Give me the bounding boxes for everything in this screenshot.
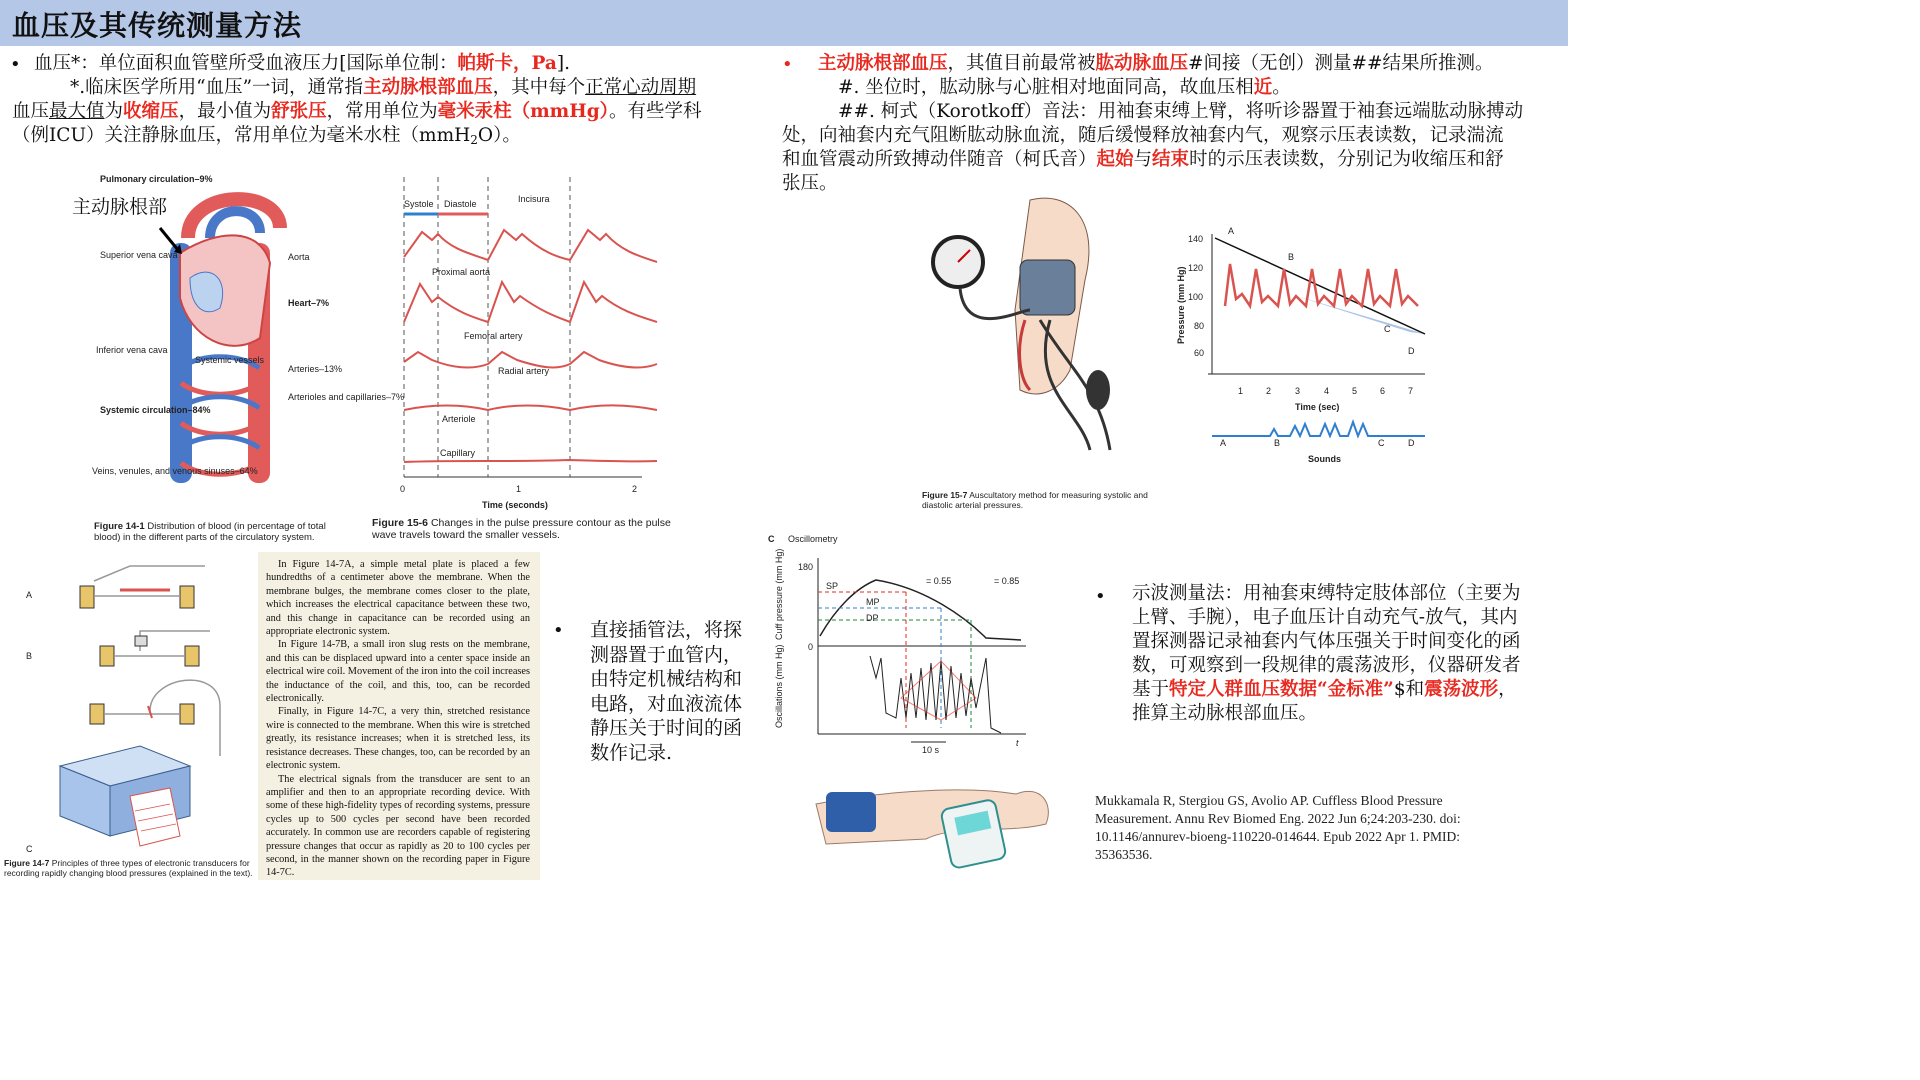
fig5-ylabel-bottom: Oscillations (mm Hg) (774, 644, 784, 728)
fig3-xtick: 1 (1238, 386, 1244, 396)
bullet: • (782, 54, 793, 75)
book-excerpt (258, 552, 540, 880)
auscultation-illustration (920, 190, 1170, 475)
fig3-xtick: 3 (1295, 386, 1301, 396)
fig5-ytick: 180 (798, 562, 814, 572)
fig1-label: Heart–7% (288, 298, 330, 308)
fig2-xlabel: Time (seconds) (482, 500, 548, 510)
fig2-tick: 0 (400, 484, 406, 494)
fig3-ytick: 140 (1188, 234, 1204, 244)
bullet: • (10, 54, 21, 75)
fig3-xtick: 2 (1266, 386, 1272, 396)
fig1-label: Inferior vena cava (96, 345, 168, 355)
fig3-point: D (1408, 346, 1415, 356)
korotkoff-line-2: 处，向袖套内充气阻断肱动脉血流，随后缓慢释放袖套内气，观察示压表读数，记录湍流 (782, 125, 1504, 146)
fig1-label: Arterioles and capillaries–7% (288, 392, 405, 402)
fig1-label: Arteries–13% (288, 364, 343, 374)
circulation-figure (70, 168, 405, 508)
fig2-tick: 1 (516, 484, 522, 494)
reference-citation: Mukkamala R, Stergiou GS, Avolio AP. Cuffless Blood Pressure Measurement. Annu Rev Biomed Eng. 2022 Jun 6;24:203-230. doi: 10.1146/annurev-bioeng-110220-014644. Epub 2022 Apr 1. PMID: 35363536. (1095, 793, 1461, 862)
bullet: • (553, 620, 564, 641)
fig2-tick: 2 (632, 484, 638, 494)
fig2-label: Systole (404, 199, 434, 209)
fig4-label: C (26, 844, 33, 854)
fig1-label: Systemic circulation–84% (100, 405, 211, 415)
fig5-title: Oscillometry (788, 534, 838, 544)
fig3-point: B (1274, 438, 1281, 448)
fig3-ytick: 60 (1194, 348, 1205, 358)
book-paragraph: In Figure 14-7B, a small iron slug rests on the membrane, and this can be displaced upward into a center space inside an electrical wire coil. Movement of the iron into the coil increases the inductance of the coil, and this, too, can be recorded electronically. (266, 639, 530, 705)
fig2-label: Femoral artery (464, 331, 523, 341)
fig2-label: Radial artery (498, 366, 550, 376)
fig5-ytick: 0 (808, 642, 814, 652)
fig2-label: Incisura (518, 194, 550, 204)
fig4-label: B (26, 651, 33, 661)
page-title: 血压及其传统测量方法 (12, 9, 303, 42)
bp-clinical-note: *.临床医学所用“血压”一词，通常指主动脉根部血压，其中每个正常心动周期 (70, 77, 697, 98)
fig5-mp: MP (866, 597, 880, 607)
fig2-label: Proximal aorta (432, 267, 491, 277)
korotkoff-line-3: 和血管震动所致搏动伴随音（柯氏音）起始与结束时的示压表读数，分别记为收缩压和舒 (782, 149, 1504, 170)
fig3-point: A (1228, 226, 1235, 236)
fig5-ratio1: = 0.55 (926, 576, 952, 586)
fig3-xlabel: Time (sec) (1295, 402, 1340, 412)
fig5-ratio2: = 0.85 (994, 576, 1020, 586)
wrist-monitor-illustration (806, 764, 1056, 874)
fig3-point: C (1378, 438, 1385, 448)
bp-definition: 血压*：单位面积血管壁所受血液压力[国际单位制：帕斯卡，Pa]. (34, 53, 570, 74)
fig1-label: Veins, venules, and venous sinuses–64% (92, 466, 258, 476)
aortic-bp-intro: 主动脉根部血压，其值目前最常被肱动脉血压#间接（无创）测量##结果所推测。 (818, 53, 1494, 74)
fig2-label: Capillary (440, 448, 476, 458)
fig5-t: t (1016, 738, 1019, 748)
fig3-xtick: 7 (1408, 386, 1414, 396)
fig4-label: A (26, 590, 33, 600)
seated-note: #. 坐位时，肱动脉与心脏相对地面同高，故血压相近。 (838, 77, 1291, 98)
fig5-panel: C (768, 534, 775, 544)
fig2-caption: Figure 15-6 Changes in the pulse pressure contour as the pulse wave travels toward the smaller vessels. (372, 517, 671, 541)
bp-systolic-diastolic: 血压最大值为收缩压，最小值为舒张压，常用单位为毫米汞柱（mmHg）。有些学科 (12, 101, 702, 122)
fig1-label: Systemic vessels (195, 355, 265, 365)
fig3-xtick: 4 (1324, 386, 1330, 396)
fig3-point: C (1384, 324, 1391, 334)
fig3-xtick: 6 (1380, 386, 1386, 396)
fig3-point: A (1220, 438, 1227, 448)
fig5-dp: DP (866, 613, 879, 623)
korotkoff-line-1: ##. 柯式（Korotkoff）音法：用袖套束缚上臂，将听诊器置于袖套远端肱动脉搏动 (838, 101, 1524, 122)
fig3-ylabel: Pressure (mm Hg) (1176, 266, 1186, 344)
pulse-contour-figure (392, 172, 662, 517)
book-paragraph: In Figure 14-7A, a simple metal plate is placed a few hundredths of a centimeter above the membrane. When the membrane bulges, the membrane comes closer to the plate, which increases the electrical capacitance between these two, and this change in capacitance can be recorded using an appropriate electronic system. (266, 559, 530, 638)
fig1-caption: Figure 14-1 Distribution of blood (in percentage of total blood) in the different parts of the circulatory system. (94, 521, 326, 543)
book-paragraph: Finally, in Figure 14-7C, a very thin, stretched resistance wire is connected to the membrane. When this wire is stretched greatly, its resistance increases; when it is stretched less, its resistance decreases. These changes, too, can be recorded by an electronic system. (266, 706, 530, 772)
korotkoff-chart (1170, 224, 1430, 469)
fig5-sp: SP (826, 581, 839, 591)
book-paragraph: The electrical signals from the transducer are sent to an amplifier and then to an appropriate recording device. With some of these high-fidelity types of recording systems, pressure cycles up to 500 cycles per second have been recorded accurately. In common use are recorders capable of registering pressure changes that occur as rapidly as 20 to 100 cycles per second, in the manner shown on the recording paper in Figure 14-7C. (266, 773, 530, 879)
fig2-label: Arteriole (442, 414, 476, 424)
korotkoff-line-4: 张压。 (782, 173, 838, 194)
fig1-label: Aorta (288, 252, 310, 262)
fig1-label: Pulmonary circulation–9% (100, 174, 213, 184)
fig3-ytick: 80 (1194, 321, 1205, 331)
fig3-sounds: Sounds (1308, 454, 1341, 464)
fig1-label: Superior vena cava (100, 250, 178, 260)
bp-venous-note: （例ICU）关注静脉血压，常用单位为毫米水柱（mmH$_2$O）。 (12, 125, 521, 147)
transducer-figure (20, 556, 252, 856)
oscillometry-chart (766, 528, 1066, 758)
direct-method-text: 直接插管法，将探测器置于血管内，由特定机械结构和电路，对血液流体静压关于时间的函数作记录. (590, 619, 743, 764)
fig3-ytick: 100 (1188, 292, 1204, 302)
fig5-ylabel-top: Cuff pressure (mm Hg) (774, 548, 784, 640)
fig5-scale: 10 s (922, 745, 940, 755)
fig4-caption: Figure 14-7 Principles of three types of electronic transducers for recording rapidly changing blood pressures (explained in the text). (4, 858, 253, 878)
fig3-xtick: 5 (1352, 386, 1358, 396)
aortic-root-annotation: 主动脉根部 (72, 196, 168, 218)
oscillometric-method-text: 示波测量法：用袖套束缚特定肢体部位（主要为上臂、手腕），电子血压计自动充气-放气，其内置探测器记录袖套内气体压强关于时间变化的函数，可观察到一段规律的震荡波形，仪器研发者基于特定人群血压数据“金标准”$和震荡波形，推算主动脉根部血压。 (1132, 583, 1521, 724)
fig3-ytick: 120 (1188, 263, 1204, 273)
fig2-label: Diastole (444, 199, 477, 209)
fig3-point: D (1408, 438, 1415, 448)
fig3-caption: Figure 15-7 Auscultatory method for measuring systolic and diastolic arterial pressures. (922, 490, 1148, 510)
bullet: • (1095, 586, 1106, 607)
fig3-point: B (1288, 252, 1295, 262)
